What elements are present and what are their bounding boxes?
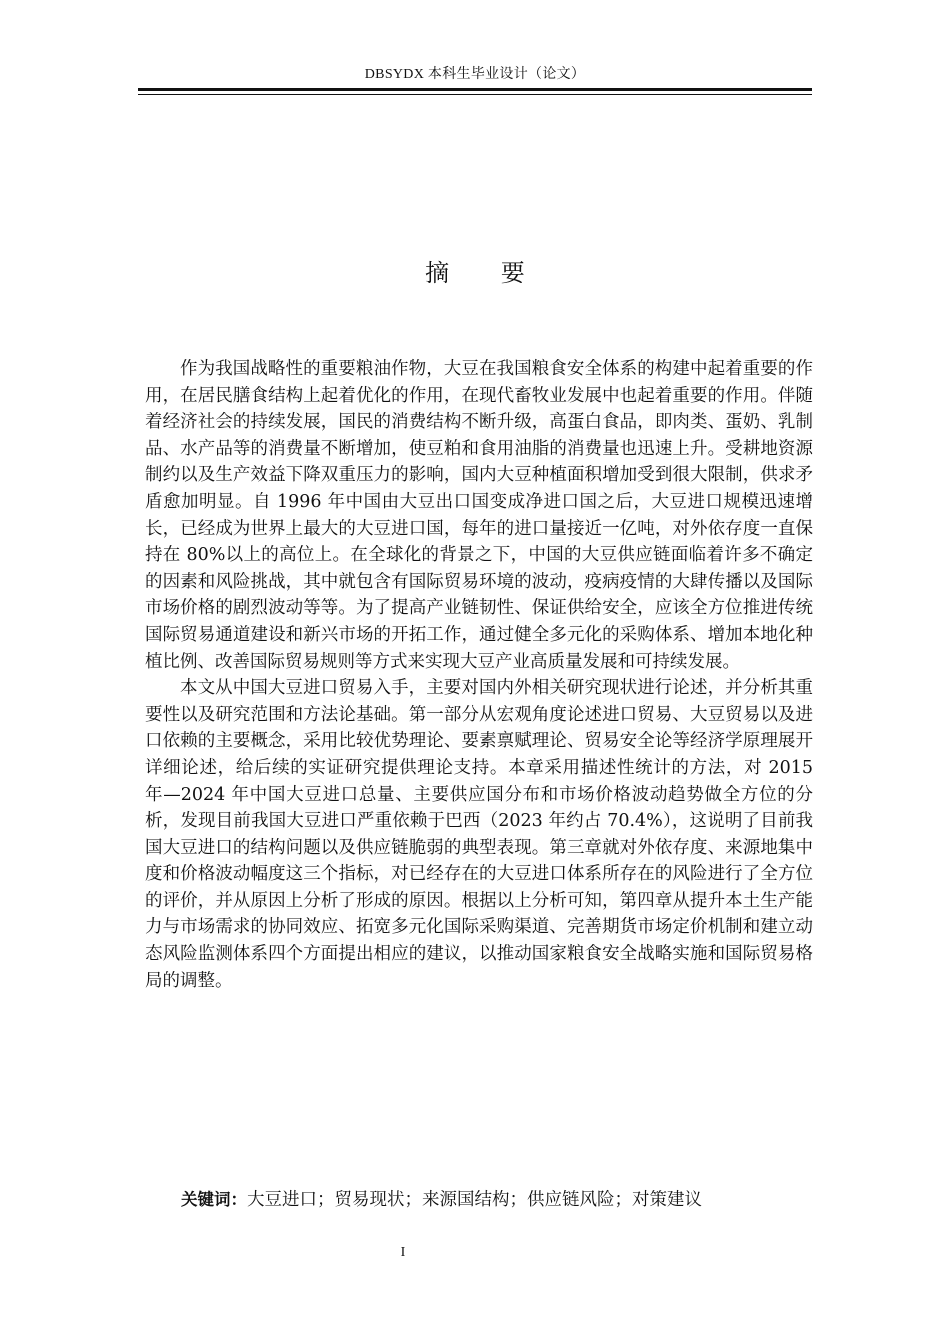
header-rule-thin: [138, 94, 812, 95]
abstract-paragraph: 作为我国战略性的重要粮油作物，大豆在我国粮食安全体系的构建中起着重要的作用，在居民膳食结构上起着优化的作用，在现代畜牧业发展中也起着重要的作用。伴随着经济社会的持续发展，国民的消费结构不断升级，高蛋白食品，即肉类、蛋奶、乳制品、水产品等的消费量不断增加，使豆粕和食用油脂的消费量也迅速上升。受耕地资源制约以及生产效益下降双重压力的影响，国内大豆种植面积增加受到很大限制，供求矛盾愈加明显。自 1996 年中国由大豆出口国变成净进口国之后，大豆进口规模迅速增长，已经成为世界上最大的大豆进口国，每年的进口量接近一亿吨，对外依存度一直保持在 80%以上的高位上。在全球化的背景之下，中国的大豆供应链面临着许多不确定的因素和风险挑战，其中就包含有国际贸易环境的波动，疫病疫情的大肆传播以及国际市场价格的剧烈波动等等。为了提高产业链韧性、保证供给安全，应该全方位推进传统国际贸易通道建设和新兴市场的开拓工作，通过健全多元化的采购体系、增加本地化种植比例、改善国际贸易规则等方式来实现大豆产业高质量发展和可持续发展。: [145, 359, 813, 672]
keywords-text: 大豆进口；贸易现状；来源国结构；供应链风险；对策建议: [247, 1190, 702, 1210]
abstract-paragraph: 本文从中国大豆进口贸易入手，主要对国内外相关研究现状进行论述，并分析其重要性以及研究范围和方法论基础。第一部分从宏观角度论述进口贸易、大豆贸易以及进口依赖的主要概念，采用比较优势理论、要素禀赋理论、贸易安全论等经济学原理展开详细论述，给后续的实证研究提供理论支持。本章采用描述性统计的方法，对 2015 年—2024 年中国大豆进口总量、主要供应国分布和市场价格波动趋势做全方位的分析，发现目前我国大豆进口严重依赖于巴西（2023 年约占 70.4%），这说明了目前我国大豆进口的结构问题以及供应链脆弱的典型表现。第三章就对外依存度、来源地集中度和价格波动幅度这三个指标，对已经存在的大豆进口体系所存在的风险进行了全方位的评价，并从原因上分析了形成的原因。根据以上分析可知，第四章从提升本土生产能力与市场需求的协同效应、拓宽多元化国际采购渠道、完善期货市场定价机制和建立动态风险监测体系四个方面提出相应的建议，以推动国家粮食安全战略实施和国际贸易格局的调整。: [145, 678, 813, 991]
abstract-body: [145, 356, 813, 994]
keywords-line: [181, 1187, 821, 1213]
header-rule-thick: [138, 88, 812, 91]
running-header: DBSYDX 本科生毕业设计（论文）: [364, 67, 586, 82]
page-number: I: [400, 1245, 406, 1260]
abstract-title: 摘 要: [425, 259, 547, 287]
keywords-label: 关键词：: [181, 1190, 247, 1209]
